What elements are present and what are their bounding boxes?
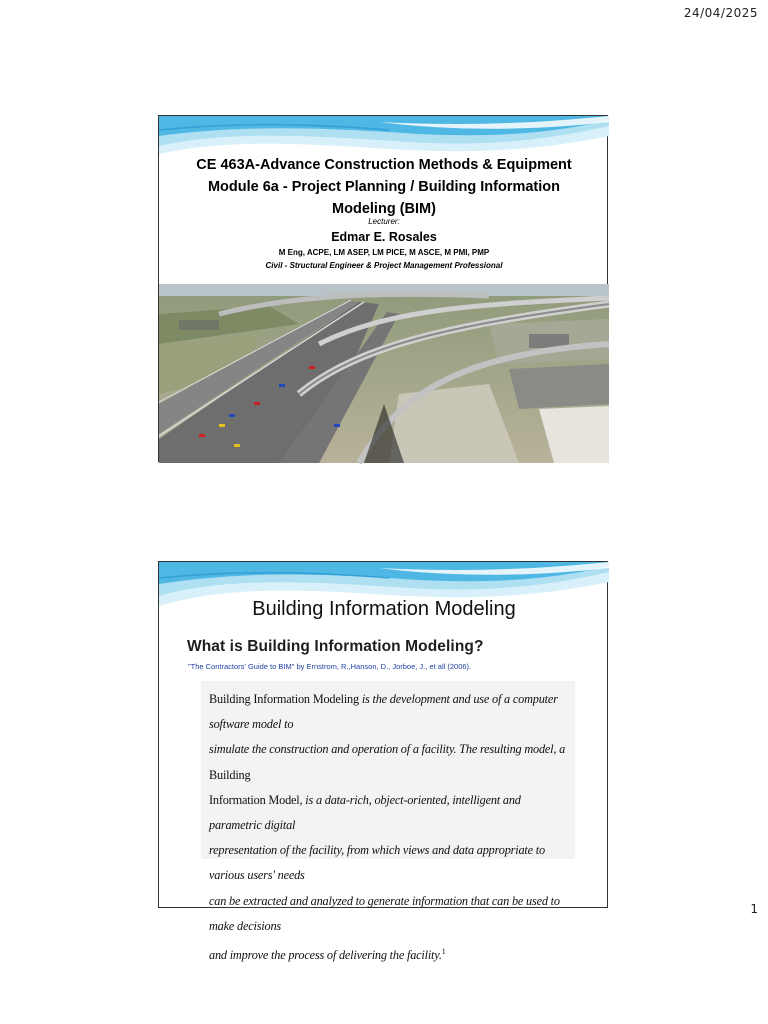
lecturer-credentials: M Eng, ACPE, LM ASEP, LM PICE, M ASCE, M PMI, PMP: [278, 248, 490, 257]
quote-text: , is a data-rich, object-oriented, intelligent and parametric digital: [209, 792, 521, 833]
slide-2-heading: What is Building Information Modeling?: [187, 638, 484, 655]
title-line-3: Modeling (BIM): [332, 201, 436, 217]
quote-term: Building: [209, 767, 251, 782]
title-line-2: Module 6a - Project Planning / Building Information: [207, 179, 561, 195]
citation: "The Contractors' Guide to BIM" by Ernstrom, R.,Hanson, D., Jorboe, J., et all (2006).: [188, 662, 472, 671]
slide-2: [158, 561, 608, 963]
slide-1: [158, 115, 608, 462]
quote-text: simulate the construction and operation of a facility. The resulting model, a: [209, 742, 566, 757]
lecturer-name: Edmar E. Rosales: [331, 230, 437, 244]
title-line-1: CE 463A-Advance Construction Methods & Equipment: [196, 157, 572, 173]
quote-text: can be extracted and analyzed to generate information that can be used to make decisions: [209, 893, 560, 933]
quote-text: is the development and use of a computer software model to: [209, 692, 558, 732]
slide-2-title: Building Information Modeling: [252, 598, 516, 620]
page-number: 1: [750, 902, 758, 916]
slide-1-title: [159, 154, 609, 220]
quote-term: Building Information Modeling: [209, 692, 359, 706]
quote-text: representation of the facility, from which views and data appropriate to various users' needs: [209, 843, 545, 883]
footnote-marker: 1: [441, 947, 446, 957]
bim-definition-quote: [209, 687, 571, 968]
document-date: 24/04/2025: [683, 6, 758, 20]
quote-box: [201, 681, 575, 963]
lecturer-role: Civil - Structural Engineer & Project Management Professional: [265, 261, 503, 270]
lecturer-label: Lecturer:: [368, 217, 400, 226]
quote-term: Information Model: [209, 792, 300, 807]
quote-text: and improve the process of delivering the facility.: [209, 948, 442, 963]
highway-interchange-image: [159, 284, 609, 463]
